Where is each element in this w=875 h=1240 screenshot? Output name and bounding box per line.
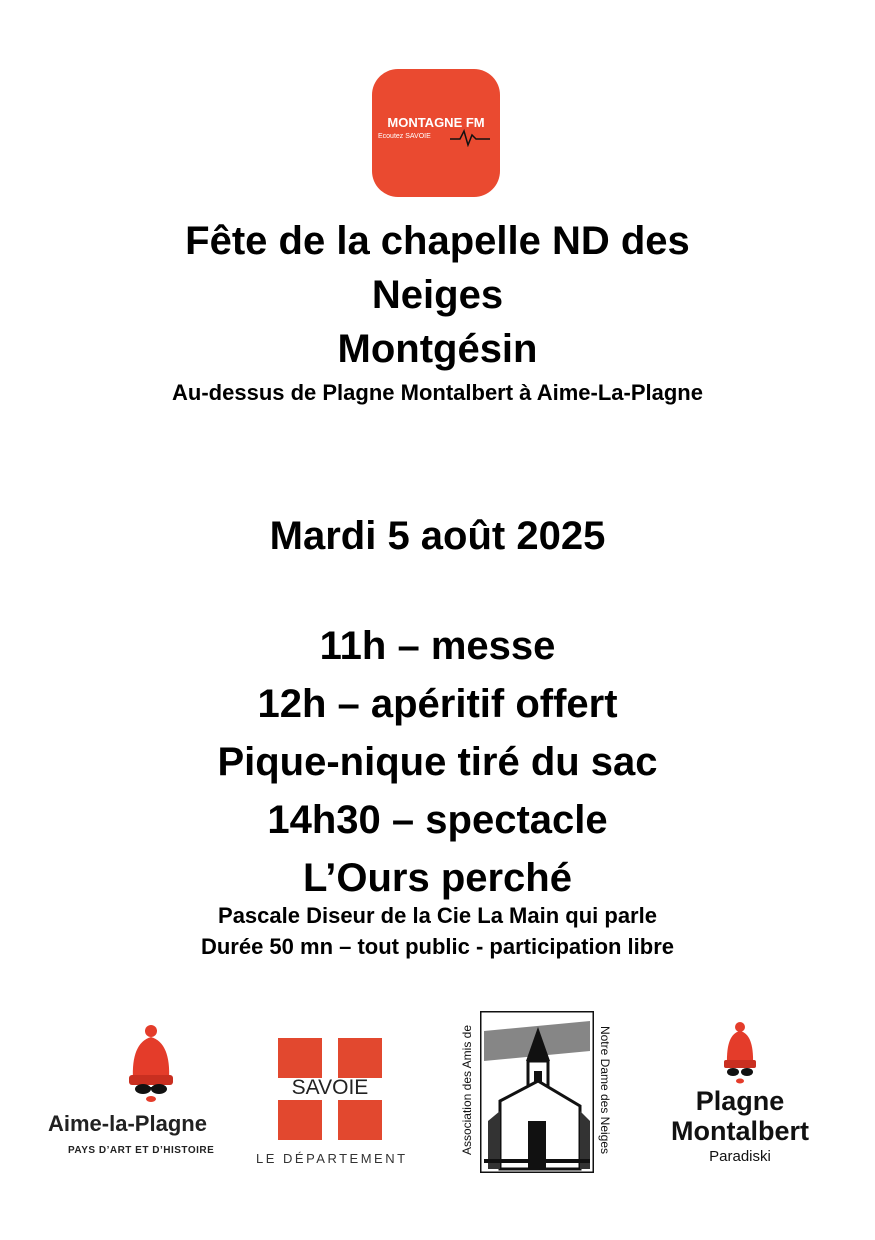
chapel-woodcut-icon [480,1011,594,1173]
program-item: 11h – messe [319,624,556,668]
heartbeat-icon [450,127,490,147]
location-subtitle: Au-dessus de Plagne Montalbert à Aime-La-Plagne [172,380,703,405]
association-line2: Notre Dame des Neiges [598,1025,612,1155]
red-bobble-hat-mascot-icon [720,1022,760,1086]
detail-line: Durée 50 mn – tout public - participation libre [200,934,675,959]
savoie-tagline: LE DÉPARTEMENT [256,1151,408,1166]
title-line-3: Montgésin [337,327,538,371]
title-line-2: Neiges [371,273,504,317]
title-line-1: Fête de la chapelle ND des [185,219,690,263]
aime-tagline: PAYS D’ART ET D’HISTOIRE [68,1145,215,1156]
plagne-tagline: Paradiski [709,1148,771,1165]
association-logo [452,1005,622,1180]
aime-name: Aime-la-Plagne [48,1111,207,1136]
plagne-montalbert-logo [655,1022,825,1172]
program-item: 12h – apéritif offert [257,682,618,726]
montagne-fm-logo [372,69,500,197]
plagne-line2: Montalbert [671,1116,809,1146]
savoie-name: SAVOIE [291,1076,369,1099]
radio-name: MONTAGNE FM [387,115,485,130]
show-details [0,900,875,962]
program-item: Pique-nique tiré du sac [217,740,658,784]
association-line1: Association des Amis de [460,1024,474,1156]
red-bobble-hat-mascot-icon [121,1025,181,1110]
event-date: Mardi 5 août 2025 [269,514,606,558]
program-list [0,617,875,907]
program-item: 14h30 – spectacle [267,798,608,842]
detail-line: Pascale Diseur de la Cie La Main qui parle [218,903,657,928]
plagne-line1: Plagne [695,1086,785,1116]
program-item: L’Ours perché [303,856,572,900]
aime-la-plagne-logo [48,1025,248,1165]
radio-tagline: Ecoutez SAVOIE [378,133,431,140]
page-title [0,214,875,376]
savoie-departement-logo [256,1038,406,1168]
